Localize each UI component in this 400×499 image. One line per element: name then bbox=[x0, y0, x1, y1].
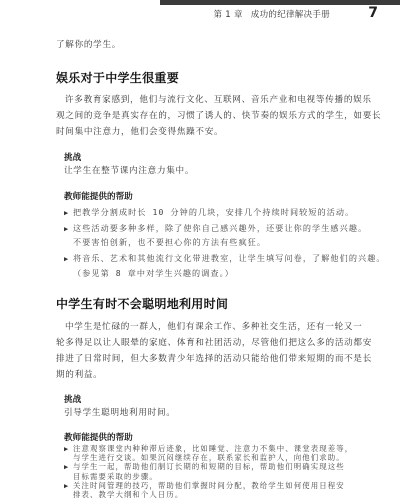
bullet-text: 把教学分割成时长 10 分钟的几块，安排几个持续时间较短的活动。 bbox=[73, 207, 355, 217]
bullet-text: 注意观察课堂内种种滞后迹象，比如睡觉、注意力不集中、课堂表现差等， bbox=[73, 444, 354, 453]
paragraph-line: 时间集中注意力，他们会变得焦躁不安。 bbox=[56, 127, 224, 137]
page-number: 7 bbox=[368, 5, 378, 21]
bullet-arrow-icon: ▶ bbox=[64, 481, 70, 490]
challenge-label: 挑战 bbox=[64, 153, 82, 163]
bullet-continuation: （参见第 8 章中对学生兴趣的调查。） bbox=[73, 268, 234, 278]
chapter-number: 第 1 章 bbox=[213, 10, 243, 20]
paragraph-line: 许多教育家感到，他们与流行文化、互联网、音乐产业和电视等传播的娱乐 bbox=[65, 95, 372, 105]
bullet-continuation: 目标需要采取的步骤。 bbox=[73, 471, 158, 481]
chapter-title: 成功的纪律解决手册 bbox=[250, 10, 330, 20]
bullet-continuation: 不要害怕创新，也不要担心你的方法有些疯狂。 bbox=[73, 237, 267, 247]
bullet-arrow-icon: ▶ bbox=[64, 225, 70, 233]
paragraph-line: 轮多得足以让人眼晕的家庭、体育和社团活动，尽管他们把这么多的活动都安 bbox=[56, 338, 372, 348]
bullet-text: 将音乐、艺术和其他流行文化带进教室，让学生填写问卷，了解他们的兴趣。 bbox=[73, 253, 386, 263]
help-label: 教师能提供的帮助 bbox=[64, 192, 133, 202]
paragraph-line: 期的利益。 bbox=[56, 370, 103, 380]
challenge-text: 引导学生聪明地利用时间。 bbox=[64, 408, 176, 418]
bullet-arrow-icon: ▶ bbox=[64, 209, 70, 217]
bullet-continuation: 与学生进行交谈。如果沉闷继续存在，联系家长和监护人，向他们求助。 bbox=[73, 453, 345, 463]
section-heading-entertainment: 娱乐对于中学生很重要 bbox=[56, 71, 180, 85]
challenge-text: 让学生在整节课内注意力集中。 bbox=[64, 166, 195, 176]
section-heading-time: 中学生有时不会聪明地利用时间 bbox=[56, 297, 229, 311]
bullet-text: 关注时间管理的技巧，帮助他们掌握时间分配，教给学生如何使用日程安 bbox=[73, 480, 345, 490]
paragraph-line: 观之间的竞争是真实存在的，习惯了诱人的、快节奏的娱乐方式的学生，如要长 bbox=[56, 111, 382, 121]
paragraph-line: 排进了日常时间，但大多数青少年选择的活动只能给他们带来短期的而不是长 bbox=[56, 354, 372, 364]
bullet-arrow-icon: ▶ bbox=[64, 463, 70, 472]
bullet-continuation: 排表、教学大纲和个人日历。 bbox=[73, 490, 184, 499]
help-label: 教师能提供的帮助 bbox=[64, 433, 133, 443]
bullet-text: 这些活动要多种多样，除了使你自己感兴趣外，还要让你的学生感兴趣。 bbox=[73, 223, 368, 233]
bullet-text: 与学生一起，帮助他们制订长期的和短期的目标，帮助他们明确实现这些 bbox=[73, 462, 345, 472]
help-bullet bbox=[64, 205, 354, 221]
bullet-arrow-icon: ▶ bbox=[64, 445, 70, 453]
paragraph-line: 中学生是忙碌的一群人，他们有课余工作、多种社交生活，还有一轮又一 bbox=[65, 322, 363, 332]
challenge-label: 挑战 bbox=[64, 395, 82, 405]
bullet-arrow-icon: ▶ bbox=[64, 255, 70, 263]
intro-line: 了解你的学生。 bbox=[56, 40, 122, 50]
help-bullet bbox=[64, 251, 386, 267]
